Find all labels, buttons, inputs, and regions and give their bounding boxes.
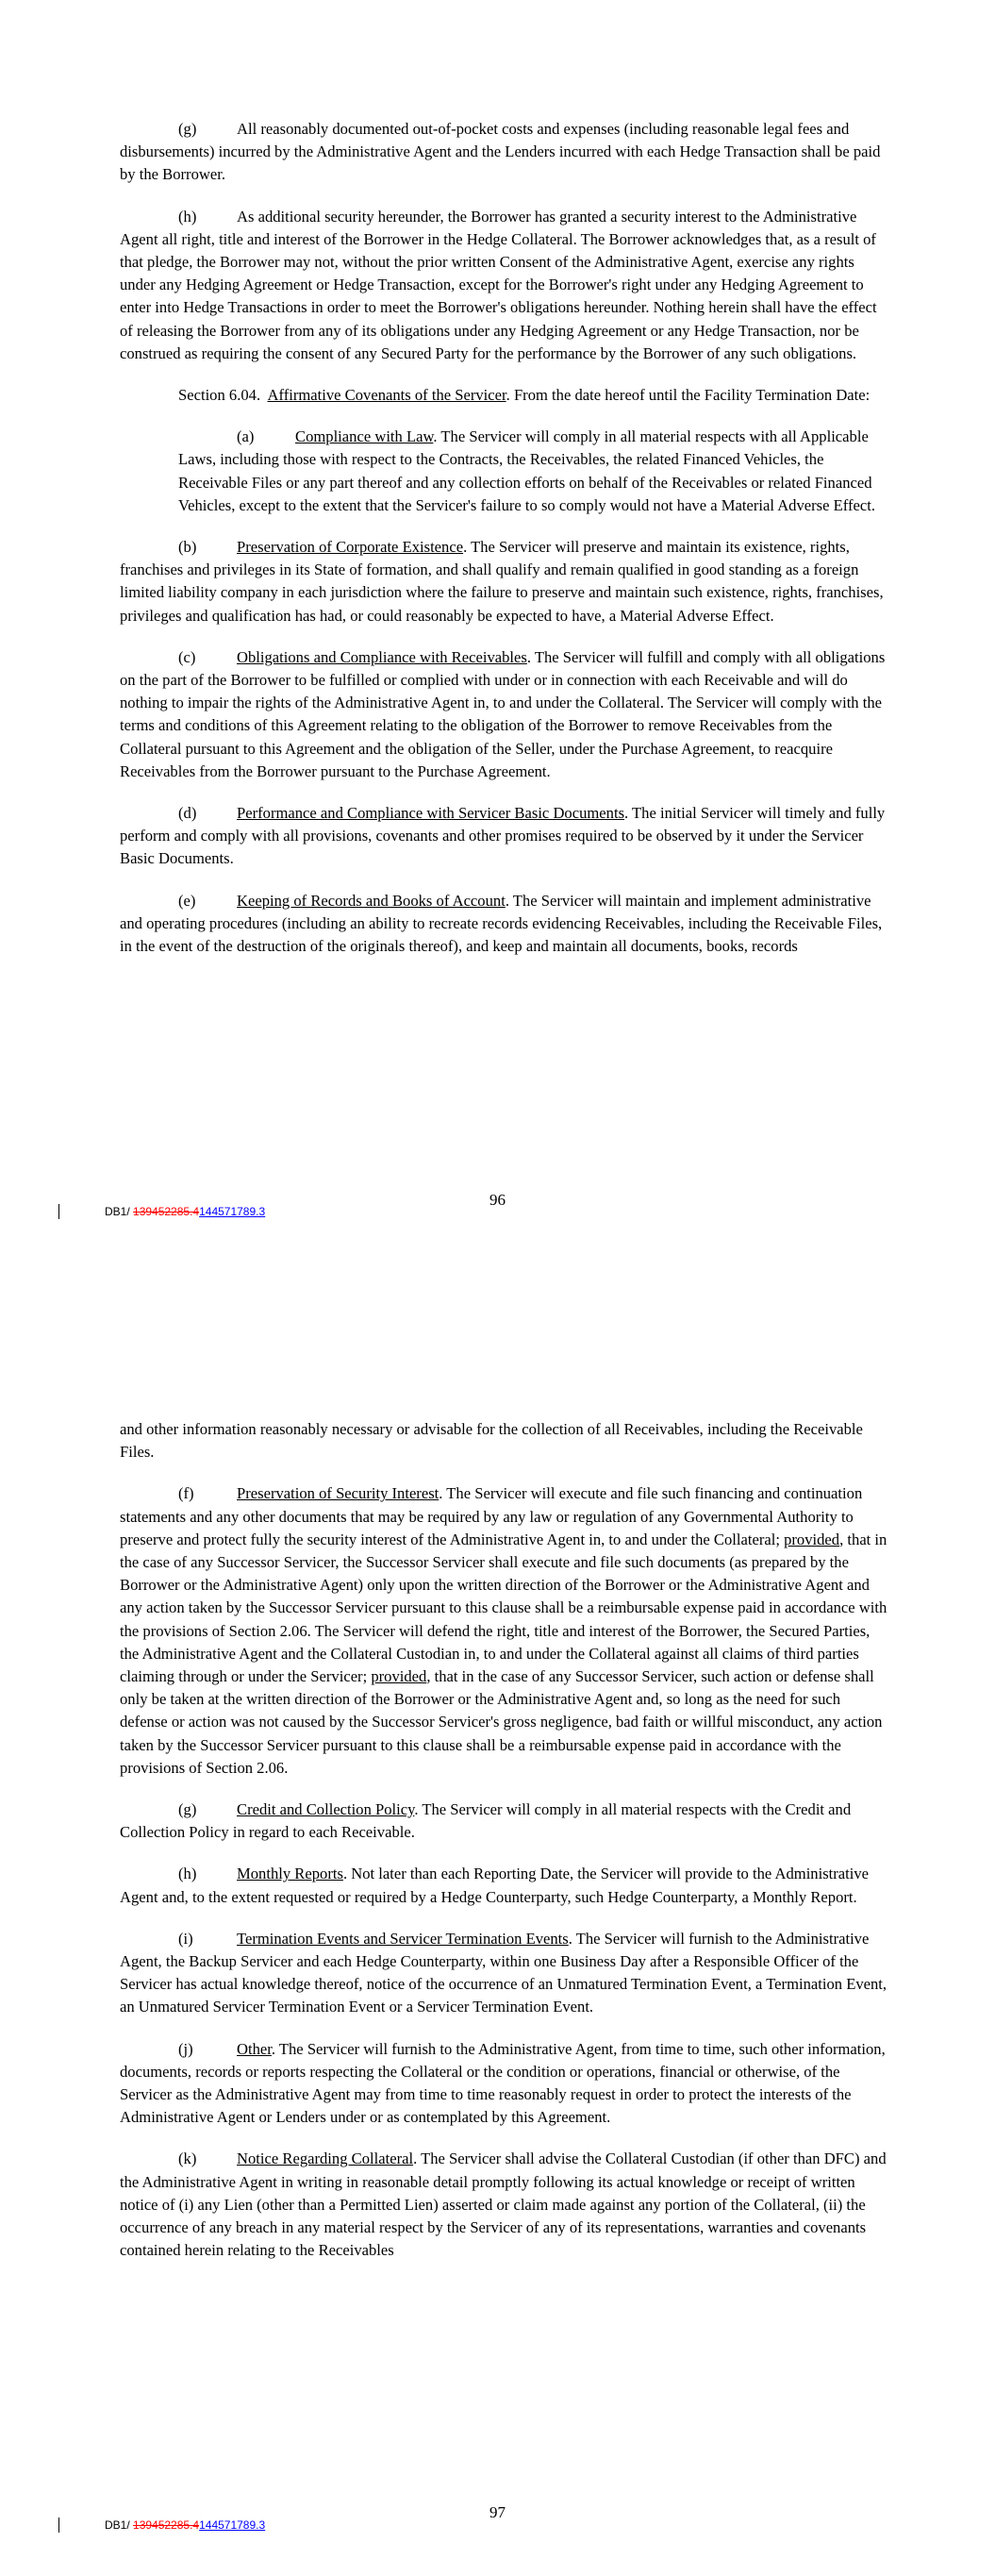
covenant-text: . The Servicer shall advise the Collateral Custodian (if other than DFC) and the Administrative Agent in writing in reasonable detail promptly following its actual knowledge or receipt of written notice of (i) any Lien (other than a Permitted Lien) asserted or claim made against any portion of the Collateral, (ii) the occurrence of any breach in any material respect by the Servicer of any of its representations, warranties and covenants contained herein relating to the Receivables xyxy=(120,2149,887,2260)
para-label: (h) xyxy=(178,207,197,226)
provided-term: provided xyxy=(784,1530,840,1548)
para-label: (e) xyxy=(178,891,196,910)
covenant-text: . The Servicer will furnish to the Administrative Agent, the Backup Servicer and each Hedge Counterparty, within one Business Day after a Responsible Officer of the Servicer has actual knowledge thereof, notice of the occurrence of an Unmatured Termination Event, a Termination Event, an Unmatured Servicer Termination Event or a Servicer Termination Event. xyxy=(120,1929,887,2016)
para-label: (a) xyxy=(237,427,255,446)
para-text: As additional security hereunder, the Borrower has granted a security interest to the Administrative Agent all right, title and interest of the Borrower in the Hedge Collateral. The Borrower acknowledges that, as a result of that pledge, the Borrower may not, without the prior written Consent of the Administrative Agent, exercise any rights under any Hedging Agreement or Hedge Transaction, except for the Borrower's right under any Hedging Agreement to enter into Hedge Transactions in order to meet the Borrower's obligations hereunder. Nothing herein shall have the effect of releasing the Borrower from any of its obligations under any Hedging Agreement or any Hedge Transaction, nor be construed as requiring the consent of any Secured Party for the performance by the Borrower of any such obligations. xyxy=(120,207,877,362)
covenant-d xyxy=(120,802,889,871)
covenant-text: . The Servicer will maintain and implement administrative and operating procedures (including an ability to recreate records evidencing Receivables, including the Receivable Files, in the event of the destruction of the originals thereof), and keep and maintain all documents, books, records xyxy=(120,891,883,956)
covenant-title: Other xyxy=(237,2039,272,2058)
section-6-04-heading xyxy=(120,384,889,407)
paragraph-h xyxy=(120,206,889,365)
covenant-title: Obligations and Compliance with Receivables xyxy=(237,647,527,666)
covenant-text: . The initial Servicer will timely and fully perform and comply with all provisions, covenants and other promises required to be observed by it under the Servicer Basic Documents. xyxy=(120,804,886,868)
covenant-j xyxy=(120,2038,889,2130)
section-intro: . From the date hereof until the Facility Termination Date: xyxy=(506,386,871,405)
document-footer xyxy=(58,1204,265,1219)
page-number: 96 xyxy=(489,1191,506,1209)
provided-term: provided xyxy=(371,1667,427,1686)
covenant-text: . The Servicer will furnish to the Administrative Agent, from time to time, such other information, documents, records or reports respecting the Collateral or the condition or operations, financial or otherwise, of the Servicer as the Administrative Agent may from time to time reasonably request in order to protect the interests of the Administrative Agent or Lenders under or as contemplated by this Agreement. xyxy=(120,2039,886,2127)
para-label: (f) xyxy=(178,1484,194,1503)
para-label: (i) xyxy=(178,1929,193,1948)
covenant-title: Monthly Reports xyxy=(237,1865,343,1883)
covenant-text: . The Servicer will comply in all material respects with all Applicable Laws, including those with respect to the Contracts, the Receivables, the related Financed Vehicles, the Receivable Files or any part thereof and any collection efforts on behalf of the Receivables or related Financed Vehicles, except to the extent that the Servicer's failure to so comply would not have a Material Adverse Effect. xyxy=(178,427,876,514)
covenant-text: . Not later than each Reporting Date, the Servicer will provide to the Administrative Agent and, to the extent requested or required by a Hedge Counterparty, such Hedge Counterparty, a Monthly Report. xyxy=(120,1865,870,1906)
footer-inserted-id: 144571789.3 xyxy=(199,1205,266,1218)
covenant-e xyxy=(120,890,889,959)
covenant-text: . The Servicer will comply in all material respects with the Credit and Collection Policy in regard to each Receivable. xyxy=(120,1800,852,1842)
covenant-b xyxy=(120,536,889,627)
covenant-text: . The Servicer will fulfill and comply with all obligations on the part of the Borrower to be fulfilled or complied with under or in connection with each Receivable and will do nothing to impair the rights of the Administrative Agent in, to and under the Collateral. The Servicer will comply with the terms and conditions of this Agreement relating to the obligation of the Borrower to remove Receivables from the Collateral pursuant to this Agreement and the obligation of the Seller, under the Purchase Agreement, to reacquire Receivables from the Borrower pursuant to the Purchase Agreement. xyxy=(120,647,886,780)
covenant-f xyxy=(120,1482,889,1780)
paragraph-g xyxy=(120,118,889,187)
page-96-body xyxy=(120,118,889,977)
covenant-text: , that in the case of any Successor Servicer, the Successor Servicer shall execute and file such documents (as prepared by the Borrower or the Administrative Agent) only upon the written direction of the Borrower or the Administrative Agent and any action taken by the Successor Servicer pursuant to this clause shall be a reimbursable expense paid in accordance with the provisions of Section 2.06. The Servicer will defend the right, title and interest of the Borrower, the Secured Parties, the Administrative Agent and the Collateral Custodian in, to and under the Collateral against all claims of third parties claiming through or under the Servicer; xyxy=(120,1530,887,1686)
footer-prefix: DB1/ xyxy=(105,1205,134,1218)
para-label: (b) xyxy=(178,538,197,557)
page-97-body xyxy=(120,1418,889,2282)
page-97 xyxy=(0,1288,995,2576)
revision-bar xyxy=(58,1204,59,1219)
para-label: (h) xyxy=(178,1865,197,1883)
covenant-g xyxy=(120,1798,889,1844)
footer-inserted-id: 144571789.3 xyxy=(199,2518,266,2532)
para-label: (j) xyxy=(178,2039,193,2058)
para-text: All reasonably documented out-of-pocket costs and expenses (including reasonable legal fees and disbursements) incurred by the Administrative Agent and the Lenders incurred with each Hedge Transaction shall be paid by the Borrower. xyxy=(120,120,881,184)
para-label: (c) xyxy=(178,647,196,666)
covenant-i xyxy=(120,1928,889,2019)
revision-bar xyxy=(58,2517,59,2533)
document-footer xyxy=(58,2517,265,2533)
section-title: Affirmative Covenants of the Servicer xyxy=(267,386,506,405)
para-label: (g) xyxy=(178,1800,197,1819)
para-label: (d) xyxy=(178,804,197,823)
covenant-title: Termination Events and Servicer Termination Events xyxy=(237,1929,569,1948)
covenant-a xyxy=(120,426,889,517)
footer-deleted-id: 139452285.4 xyxy=(133,2518,200,2532)
covenant-text: . The Servicer will preserve and maintain its existence, rights, franchises and privileges in its State of formation, and shall qualify and remain qualified in good standing as a foreign limited liability company in each jurisdiction where the failure to preserve and maintain such existence, rights, franchises, privileges and qualification has had, or could reasonably be expected to have, a Material Adverse Effect. xyxy=(120,538,884,625)
section-number: Section 6.04. xyxy=(178,386,261,405)
covenant-title: Preservation of Corporate Existence xyxy=(237,538,464,557)
continuation-text: and other information reasonably necessary or advisable for the collection of all Receivables, including the Receivable Files. xyxy=(120,1420,863,1462)
covenant-title: Keeping of Records and Books of Account xyxy=(237,891,506,910)
covenant-c xyxy=(120,646,889,783)
covenant-title: Compliance with Law xyxy=(295,427,434,446)
para-label: (k) xyxy=(178,2149,197,2168)
covenant-title: Notice Regarding Collateral xyxy=(237,2149,414,2168)
page-number: 97 xyxy=(489,2503,506,2521)
footer-prefix: DB1/ xyxy=(105,2518,134,2532)
covenant-h xyxy=(120,1863,889,1908)
footer-deleted-id: 139452285.4 xyxy=(133,1205,200,1218)
covenant-text: . The Servicer will execute and file such financing and continuation statements and any other documents that may be required by any law or regulation of any Governmental Authority to preserve and protect fully the security interest of the Administrative Agent in, to and under the Collateral; xyxy=(120,1484,863,1548)
covenant-title: Performance and Compliance with Servicer Basic Documents xyxy=(237,804,625,823)
covenant-k xyxy=(120,2148,889,2262)
covenant-title: Credit and Collection Policy xyxy=(237,1800,415,1819)
para-label: (g) xyxy=(178,120,197,138)
covenant-title: Preservation of Security Interest xyxy=(237,1484,439,1503)
covenant-text: , that in the case of any Successor Servicer, such action or defense shall only be taken at the written direction of the Borrower or the Administrative Agent and, so long as the need for such defense or action was not caused by the Successor Servicer's gross negligence, bad faith or willful misconduct, any action taken by the Successor Servicer pursuant to this clause shall be a reimbursable expense paid in accordance with the provisions of Section 2.06. xyxy=(120,1667,883,1777)
